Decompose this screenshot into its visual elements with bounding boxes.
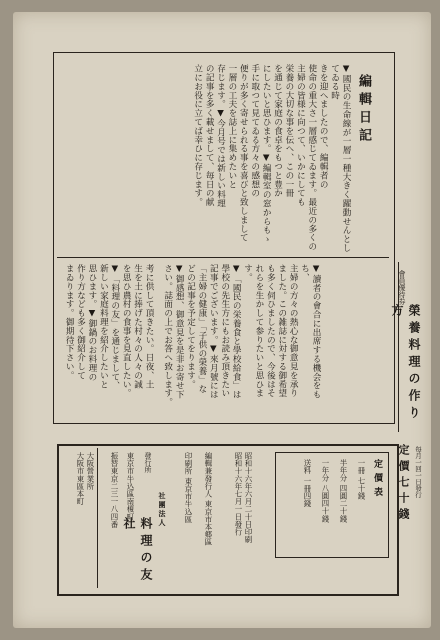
magazine-page xyxy=(13,12,431,628)
colophon-publisher-label: 發行所 xyxy=(144,452,152,473)
colophon-printer: 印刷所 東京市牛込區 xyxy=(184,452,193,523)
colophon-distributor: 大阪營業所 大阪市東區本町 xyxy=(76,452,95,506)
editorial-divider xyxy=(57,257,389,258)
colophon-divider xyxy=(97,448,98,588)
price-row-1: 一冊 七十錢 xyxy=(357,459,366,500)
price-row-2: 半年分 四圓二十錢 xyxy=(339,459,348,523)
notice-side-label: 會員優待券 xyxy=(398,270,406,305)
colophon-dates: 昭和十六年六月二十日印刷 昭和十六年七月一日發行 xyxy=(234,452,253,544)
colophon-address: 東京市牛込區南榎町 xyxy=(126,452,135,521)
editorial-text-3: 考に供して頂きたい。日夜、土 生を土に捧げた村々の人々の誠 を思ひ農村の食事を見直したい。 ▼「料理の友」を通じまして、 新しい家庭料理を紹介したいと 思ひます。▼御鍋のお料理の 作り方なども多く御紹介して まゐります。御期待下さい。 xyxy=(64,264,154,398)
colophon-phone: 振替東京二三一八四番 xyxy=(110,452,119,528)
price-row-4: 送料 一冊四錢 xyxy=(303,459,312,508)
editorial-text-1: ▼國民の生命線が一層一種大きく躍動せんとしてゐる時 きを迎へましたので、編輯者の 使命の重大さ一層感じてゐます。最近の多くの 主婦の皆様に向つて、いかにしても 栄養の大切な事を伝へ、この一冊 を通じて家庭の食卓をもつと豊か にしたいと思ひます。▼編輯室の窓からもゝ 手に取つて見てゐる方々の感想の 便りが多く寄せられる事を喜びと致しまして 一層の工夫を誌上に集めたいと 存じます。▼今月号では新しい料理 の記事を多く載せまして、毎日の献 立にお役に立てば幸ひに存じます。 xyxy=(192,64,351,253)
colophon-publisher: 料理の友社 xyxy=(122,517,153,585)
price-table xyxy=(275,452,389,558)
price-row-3: 一年分 八圓四十錢 xyxy=(321,459,330,523)
editorial-text-2: ▼讀者の會合に出席する機会をもち、 主婦の方々の熱心な御意見を承り ました。この雑誌に対する御希望 も多く伺ひましたので、今後はそ れらを生かして参りたいと思ひます。 ▼「國民の栄養食と學校給食」は 學校の先生方にもお読み頂きたい 記事でございます。▼來月號には 「主婦の健康」「子供の榮養」な どの記事を予定してをります。 ▼御感想、御意見を是非お寄せ下 さい。誌面の上でお答へ致します。 xyxy=(162,264,321,407)
editorial-title: 編輯日記 xyxy=(356,74,371,146)
price-table-title: 定價表 xyxy=(372,459,382,501)
colophon-editor: 編輯兼發行人 東京市本郷區 xyxy=(204,452,213,546)
notice-title: 榮養料理の作り方 xyxy=(390,304,421,423)
price-main: 定價七十錢 xyxy=(397,444,410,524)
colophon-publisher-prefix: 社團法人 xyxy=(158,492,167,528)
price-side-label: 每月一回一日發行 xyxy=(414,446,422,498)
